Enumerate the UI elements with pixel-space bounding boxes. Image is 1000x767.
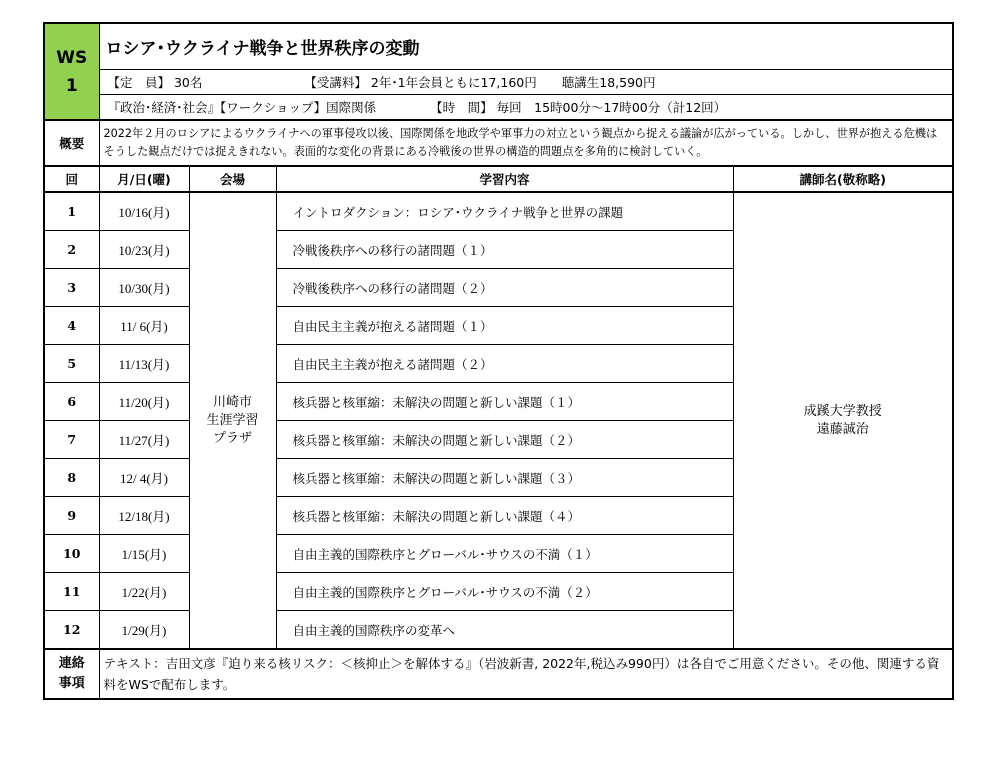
session-content: 核兵器と核軍縮：未解決の問題と新しい課題（２） — [276, 421, 733, 459]
table-header — [44, 166, 953, 192]
course-table — [43, 22, 954, 700]
summary-label: 概要 — [44, 120, 99, 166]
contact-row — [44, 649, 953, 699]
session-date: 10/30(月) — [99, 269, 189, 307]
venue-line: 生涯学習 — [206, 412, 259, 428]
session-number: 6 — [44, 383, 99, 421]
capacity: 【定 員】 30名 — [107, 75, 203, 90]
session-content: 自由主義的国際秩序とグローバル･サウスの不満（１） — [276, 535, 733, 573]
session-date: 1/22(月) — [99, 573, 189, 611]
session-content: 自由民主主義が抱える諸問題（１） — [276, 307, 733, 345]
session-time: 【時 間】 毎回 15時00分～17時00分（計12回） — [430, 100, 727, 115]
ws-badge — [44, 23, 99, 120]
summary-text: 2022年２月のロシアによるウクライナへの軍事侵攻以後、国際関係を地政学や軍事力の対立という観点から捉える議論が広がっている。しかし、世界が抱える危機はそうした観点だけでは捉えきれない。表面的な変化の背景にある冷戦後の世界の構造的問題点を多角的に検討していく。 — [99, 120, 953, 166]
header-lecturer: 講師名(敬称略) — [733, 166, 953, 192]
venue-line: プラザ — [212, 430, 252, 446]
session-number: 11 — [44, 573, 99, 611]
session-date: 11/27(月) — [99, 421, 189, 459]
table-row — [44, 192, 953, 231]
session-date: 11/ 6(月) — [99, 307, 189, 345]
session-content: 冷戦後秩序への移行の諸問題（２） — [276, 269, 733, 307]
session-number: 2 — [44, 231, 99, 269]
capacity-fee-row — [99, 70, 953, 95]
session-content: 自由主義的国際秩序の変革へ — [276, 611, 733, 650]
session-number: 1 — [44, 192, 99, 231]
lecturer-name: 遠藤誠治 — [816, 421, 869, 437]
session-number: 7 — [44, 421, 99, 459]
course-category: 『政治･経済･社会』【ワークショップ】国際関係 — [107, 100, 377, 115]
session-date: 10/16(月) — [99, 192, 189, 231]
venue-cell — [189, 192, 276, 649]
fee: 【受講料】 2年･1年会員ともに17,160円 聴講生18,590円 — [304, 75, 656, 90]
header-venue: 会場 — [189, 166, 276, 192]
header-content: 学習内容 — [276, 166, 733, 192]
ws-number: 1 — [65, 75, 78, 96]
session-number: 12 — [44, 611, 99, 650]
session-number: 3 — [44, 269, 99, 307]
ws-label: WS — [56, 47, 88, 68]
session-date: 1/15(月) — [99, 535, 189, 573]
session-content: 核兵器と核軍縮：未解決の問題と新しい課題（３） — [276, 459, 733, 497]
session-content: 自由主義的国際秩序とグローバル･サウスの不満（２） — [276, 573, 733, 611]
lecturer-title: 成蹊大学教授 — [803, 403, 882, 419]
lecturer-cell — [733, 192, 953, 649]
session-content: 核兵器と核軍縮：未解決の問題と新しい課題（４） — [276, 497, 733, 535]
session-date: 12/18(月) — [99, 497, 189, 535]
session-date: 1/29(月) — [99, 611, 189, 650]
contact-text: テキスト：吉田文彦『迫り来る核リスク：＜核抑止＞を解体する』（岩波新書, 2022年,税込み990円）は各自でご用意ください。その他、関連する資料をWSで配布します。 — [99, 649, 953, 699]
session-content: 核兵器と核軍縮：未解決の問題と新しい課題（１） — [276, 383, 733, 421]
session-content: 自由民主主義が抱える諸問題（２） — [276, 345, 733, 383]
session-number: 5 — [44, 345, 99, 383]
session-number: 8 — [44, 459, 99, 497]
session-content: イントロダクション：ロシア･ウクライナ戦争と世界の課題 — [276, 192, 733, 231]
session-date: 10/23(月) — [99, 231, 189, 269]
session-content: 冷戦後秩序への移行の諸問題（１） — [276, 231, 733, 269]
venue-line: 川崎市 — [212, 394, 252, 410]
contact-label-line: 事項 — [58, 676, 85, 691]
contact-label-line: 連絡 — [58, 656, 85, 671]
course-title: ロシア･ウクライナ戦争と世界秩序の変動 — [99, 23, 953, 70]
session-number: 10 — [44, 535, 99, 573]
course-time-row — [99, 95, 953, 121]
session-number: 4 — [44, 307, 99, 345]
header-date: 月/日(曜) — [99, 166, 189, 192]
session-date: 11/20(月) — [99, 383, 189, 421]
contact-label — [44, 649, 99, 699]
header-round: 回 — [44, 166, 99, 192]
course-sheet — [43, 22, 952, 700]
session-number: 9 — [44, 497, 99, 535]
session-date: 11/13(月) — [99, 345, 189, 383]
session-date: 12/ 4(月) — [99, 459, 189, 497]
